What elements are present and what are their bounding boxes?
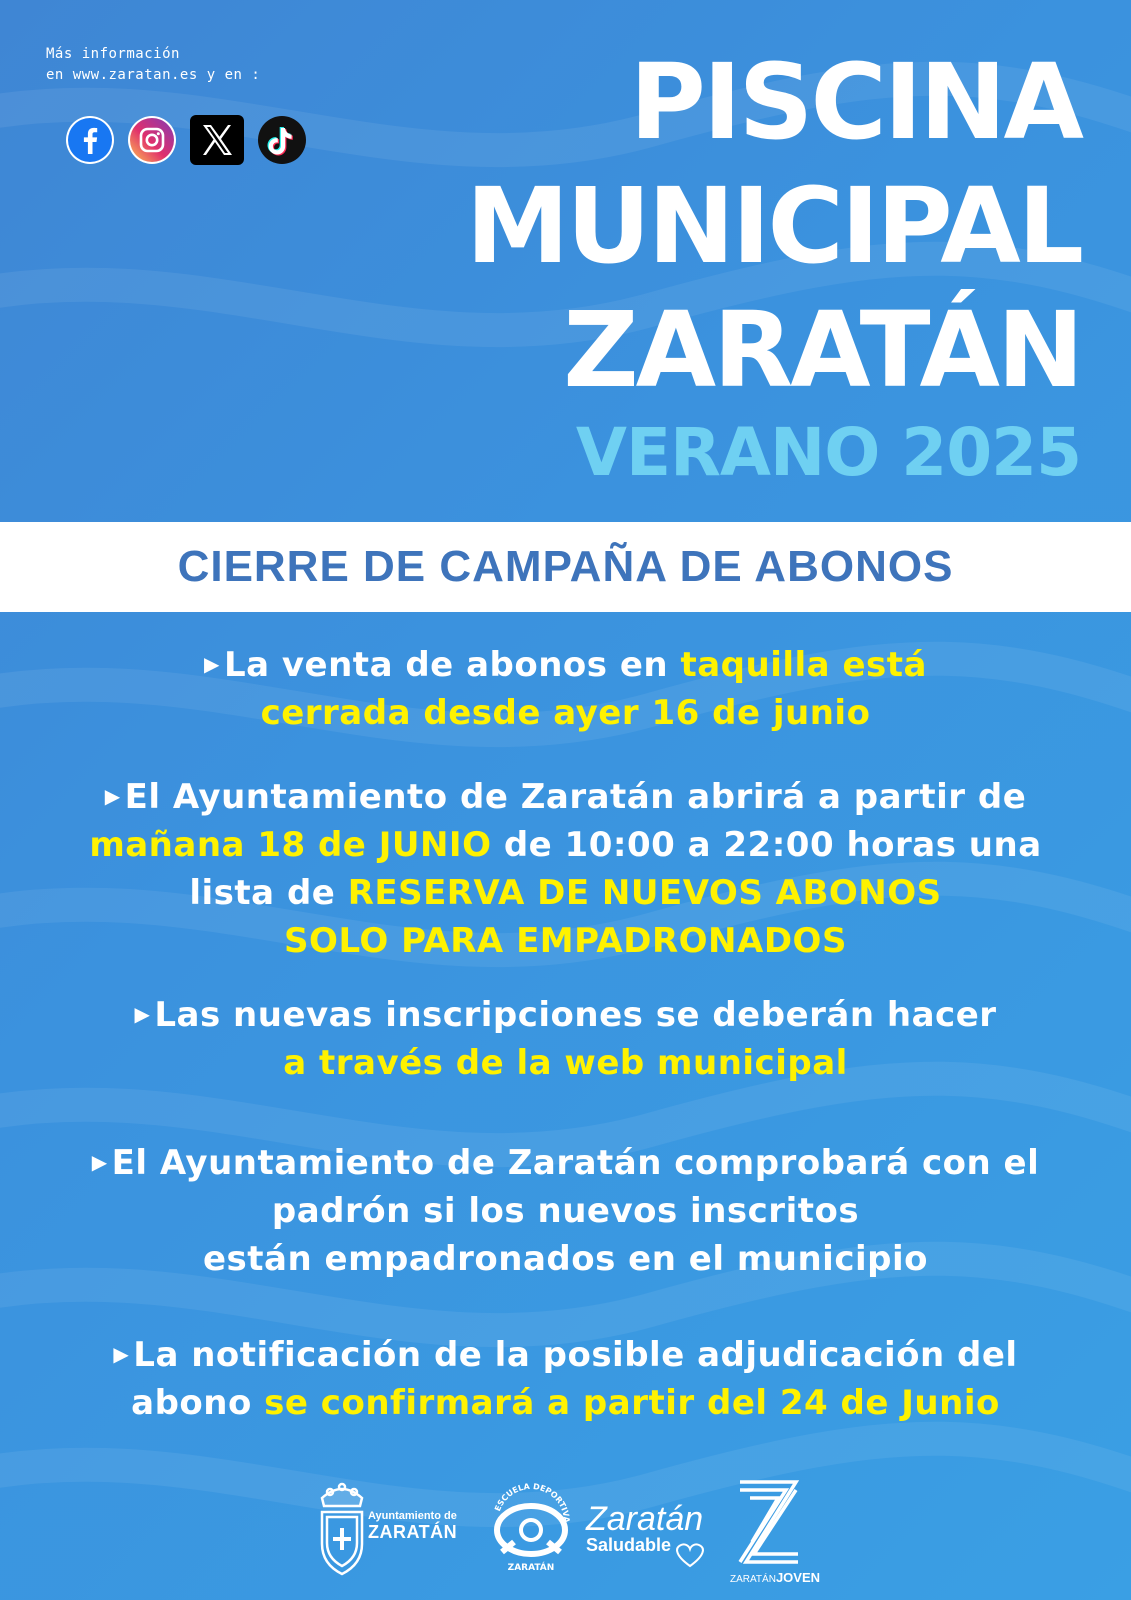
- ayuntamiento-coat-of-arms-icon: [316, 1478, 368, 1578]
- poster-subtitle: VERANO 2025: [575, 414, 1081, 491]
- tiktok-icon[interactable]: [258, 116, 306, 164]
- arrow-icon: ▶: [204, 652, 220, 676]
- x-icon[interactable]: [190, 115, 244, 165]
- notice-item-2: [0, 772, 1131, 965]
- info-line-1: Más información: [46, 46, 180, 62]
- notice-2-highlight-reserva: RESERVA DE NUEVOS ABONOS: [347, 873, 942, 913]
- notice-5-line-2: abono: [131, 1383, 265, 1423]
- notice-5-line-1: La notificación de la posible adjudicación del: [133, 1335, 1018, 1375]
- notice-4-line-2: padrón si los nuevos inscritos: [271, 1191, 860, 1231]
- banner-text: CIERRE DE CAMPAÑA DE ABONOS: [177, 542, 954, 591]
- notice-3-highlight: a través de la web municipal: [283, 1043, 848, 1083]
- ayuntamiento-logo-text: [368, 1510, 457, 1543]
- poster-title: [466, 40, 1081, 412]
- title-line-1: PISCINA: [629, 41, 1081, 163]
- info-line-2: en www.zaratan.es y en :: [46, 67, 261, 83]
- notice-4-line-3: están empadronados en el municipio: [203, 1239, 928, 1279]
- escuela-bottom-text: ZARATÁN: [507, 1563, 555, 1573]
- escuela-deportiva-logo-icon: [488, 1474, 574, 1574]
- notice-5-highlight: se confirmará a partir del 24 de Junio: [264, 1383, 1000, 1423]
- ayuntamiento-name-text: ZARATÁN: [368, 1522, 458, 1542]
- notice-item-3: [0, 990, 1131, 1087]
- notice-2-line-2: de 10:00 a 22:00 horas una: [491, 825, 1042, 865]
- zaratan-joven-logo-text: [730, 1570, 820, 1585]
- notice-1-highlight-b: cerrada desde ayer 16 de junio: [260, 693, 871, 733]
- arrow-icon: ▶: [104, 784, 121, 808]
- joven-prefix-text: ZARATÁN: [730, 1574, 776, 1585]
- notice-3-line-1: Las nuevas inscripciones se deberán hacer: [154, 995, 997, 1035]
- escuela-top-text: ESCUELA DEPORTIVA: [493, 1481, 572, 1524]
- zaratan-joven-z-logo-icon: [734, 1476, 802, 1568]
- heart-icon: [672, 1542, 708, 1568]
- notice-2-line-3: lista de: [189, 873, 348, 913]
- title-line-2: MUNICIPAL: [465, 165, 1081, 287]
- more-info-text: [46, 44, 260, 86]
- arrow-icon: ▶: [91, 1150, 108, 1174]
- saludable-word-text: Saludable: [586, 1535, 672, 1555]
- notice-2-highlight-empadronados: SOLO PARA EMPADRONADOS: [284, 921, 847, 961]
- notice-item-5: [0, 1330, 1131, 1427]
- instagram-icon[interactable]: [128, 116, 176, 164]
- facebook-icon[interactable]: [66, 116, 114, 164]
- announcement-banner: [0, 522, 1131, 612]
- notice-1-highlight-a: taquilla está: [680, 645, 927, 685]
- saludable-script-text: Zaratán: [586, 1500, 704, 1538]
- title-line-3: ZARATÁN: [563, 289, 1081, 411]
- notice-item-4: [0, 1138, 1131, 1283]
- joven-word-text: JOVEN: [775, 1570, 821, 1585]
- arrow-icon: ▶: [134, 1002, 151, 1026]
- social-links: [66, 116, 306, 165]
- notice-1-text-a: La venta de abonos en: [223, 645, 681, 685]
- ayuntamiento-small-text: Ayuntamiento de: [368, 1510, 457, 1522]
- notice-4-line-1: El Ayuntamiento de Zaratán comprobará con el: [111, 1143, 1040, 1183]
- notice-2-line-1: El Ayuntamiento de Zaratán abrirá a partir de: [124, 777, 1027, 817]
- notice-2-highlight-date: mañana 18 de JUNIO: [89, 825, 492, 865]
- notice-item-1: [0, 640, 1131, 737]
- arrow-icon: ▶: [113, 1342, 130, 1366]
